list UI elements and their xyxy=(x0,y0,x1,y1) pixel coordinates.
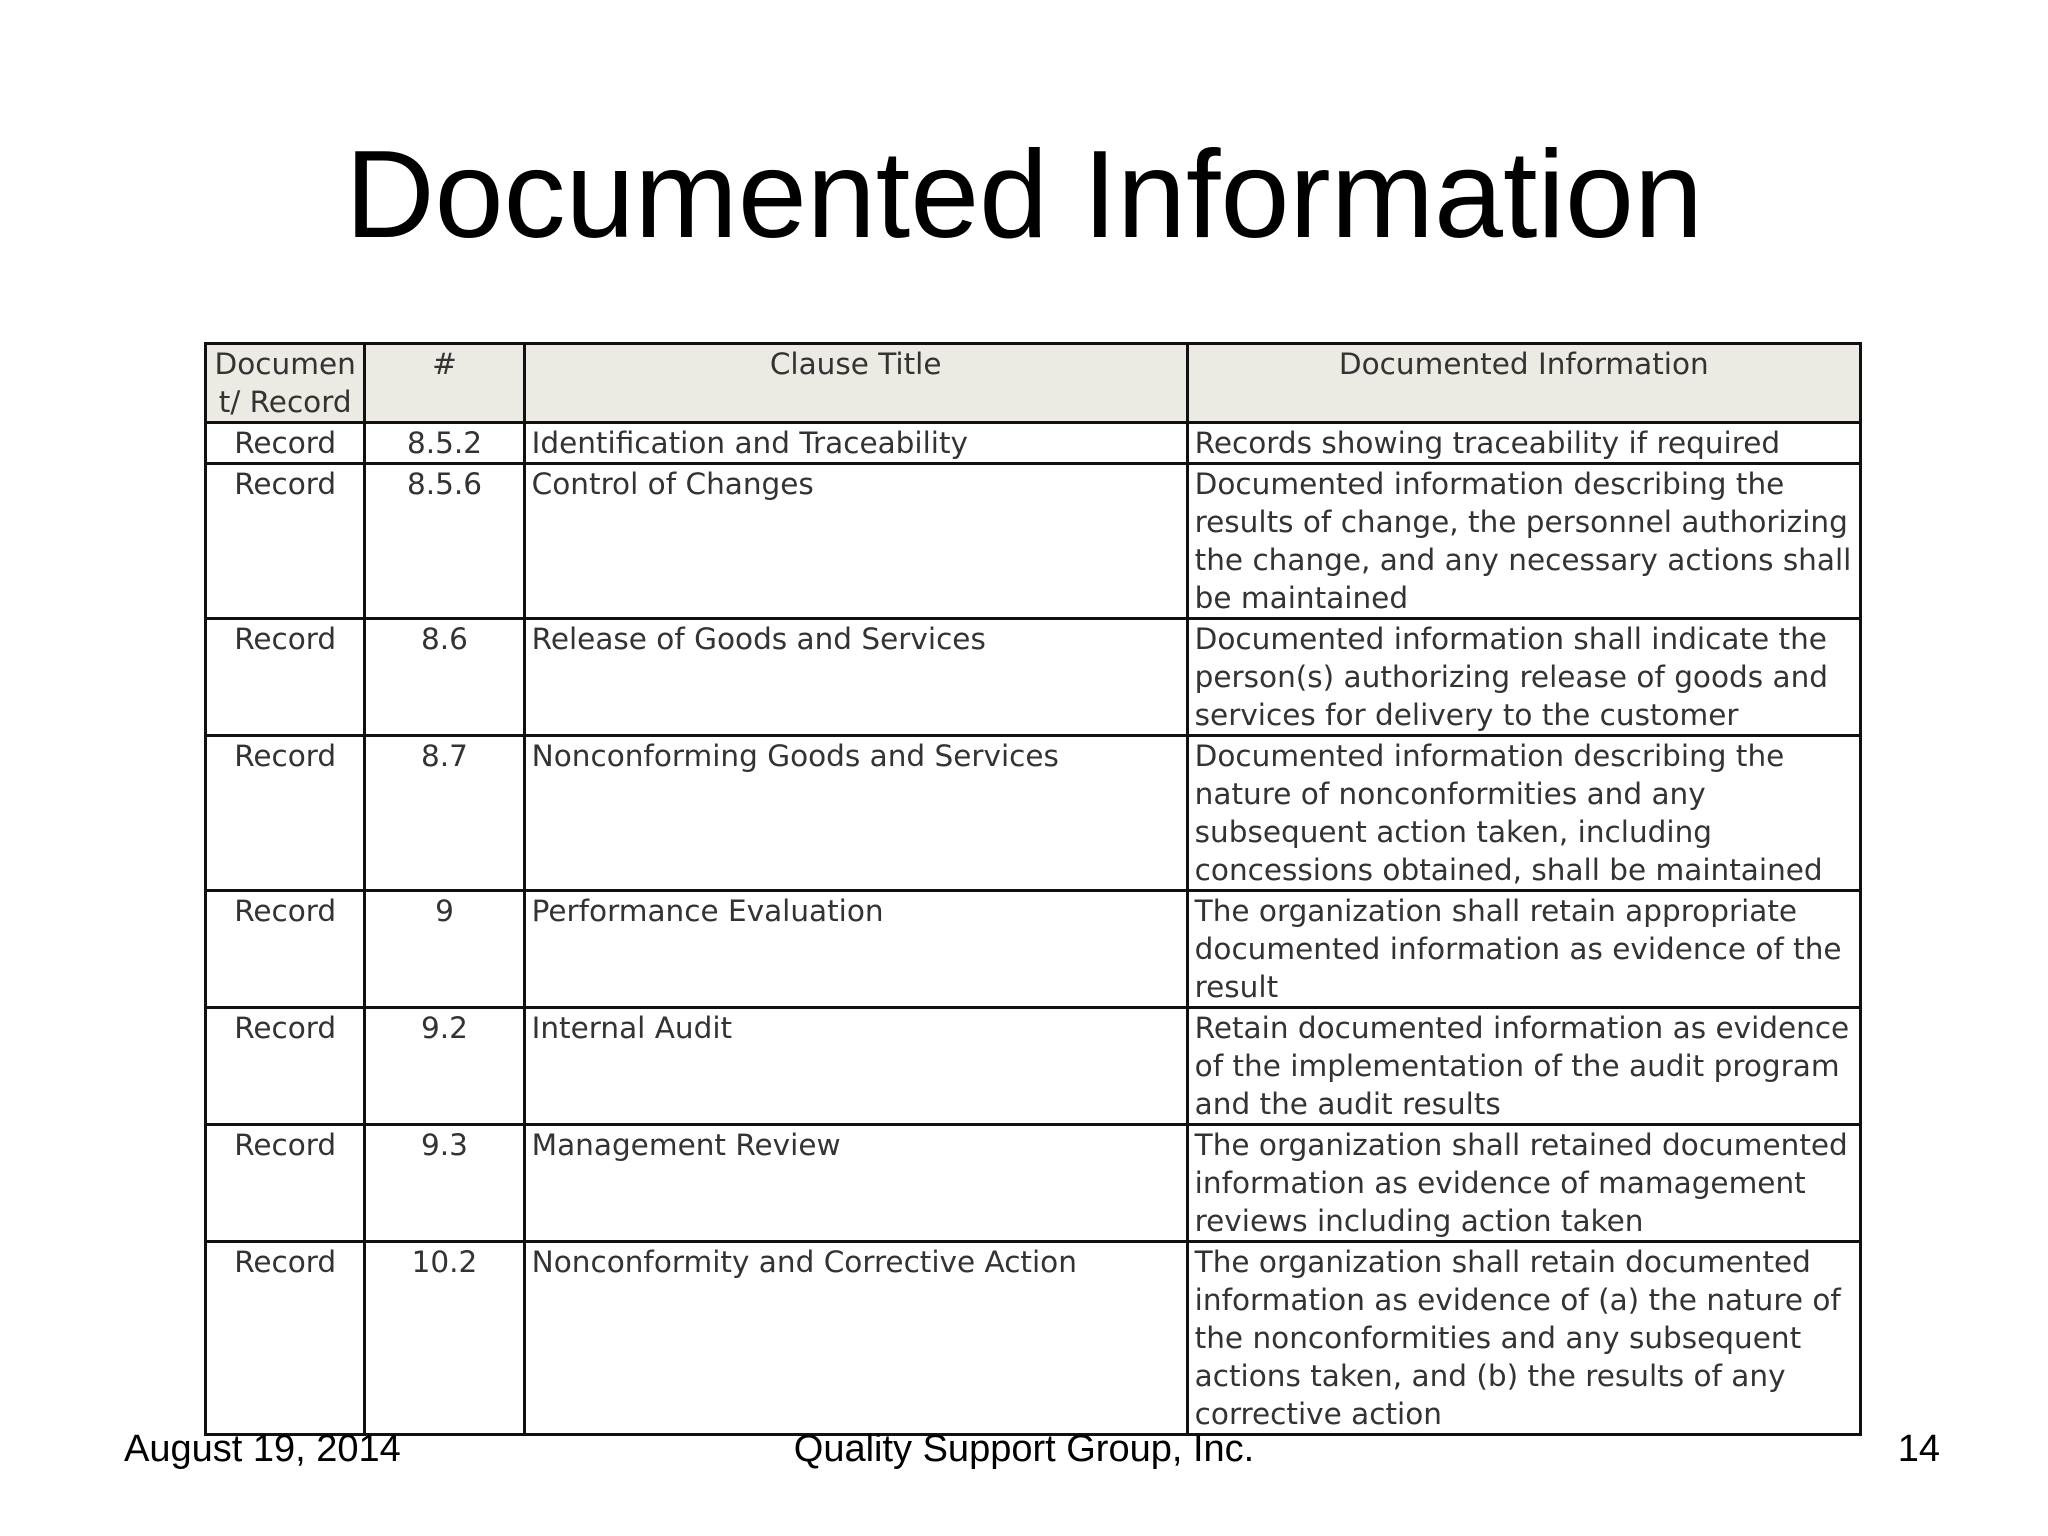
cell-info: Documented information shall indicate the person(s) authorizing release of goods and services for delivery to the customer xyxy=(1187,619,1860,736)
cell-clause-title: Management Review xyxy=(524,1125,1187,1242)
footer-company: Quality Support Group, Inc. xyxy=(793,1428,1255,1470)
cell-number: 8.5.6 xyxy=(365,464,524,619)
table-row xyxy=(206,1125,1861,1242)
cell-info: Records showing traceability if required xyxy=(1187,423,1860,464)
header-documented-information: Documented Information xyxy=(1187,344,1860,423)
cell-type: Record xyxy=(206,464,365,619)
table-row xyxy=(206,1242,1861,1435)
cell-info: Documented information describing the nature of nonconformities and any subsequent action taken, including concessions obtained, shall be maintained xyxy=(1187,736,1860,891)
cell-clause-title: Performance Evaluation xyxy=(524,891,1187,1008)
cell-info: The organization shall retain documented information as evidence of (a) the nature of the nonconformities and any subsequent actions taken, and (b) the results of any corrective action xyxy=(1187,1242,1860,1435)
table-header-row xyxy=(206,344,1861,423)
documented-information-table xyxy=(204,342,1862,1436)
cell-number: 8.6 xyxy=(365,619,524,736)
cell-number: 8.5.2 xyxy=(365,423,524,464)
cell-number: 8.7 xyxy=(365,736,524,891)
cell-number: 9.3 xyxy=(365,1125,524,1242)
header-clause-title: Clause Title xyxy=(524,344,1187,423)
header-number: # xyxy=(365,344,524,423)
cell-number: 9 xyxy=(365,891,524,1008)
cell-clause-title: Identification and Traceability xyxy=(524,423,1187,464)
table-row xyxy=(206,891,1861,1008)
table-row xyxy=(206,423,1861,464)
doc-table xyxy=(204,342,1862,1436)
cell-clause-title: Nonconforming Goods and Services xyxy=(524,736,1187,891)
cell-number: 10.2 xyxy=(365,1242,524,1435)
cell-type: Record xyxy=(206,1008,365,1125)
cell-type: Record xyxy=(206,619,365,736)
cell-clause-title: Release of Goods and Services xyxy=(524,619,1187,736)
cell-info: The organization shall retained documented information as evidence of mamagement reviews including action taken xyxy=(1187,1125,1860,1242)
cell-type: Record xyxy=(206,736,365,891)
cell-type: Record xyxy=(206,423,365,464)
cell-number: 9.2 xyxy=(365,1008,524,1125)
slide-title: Documented Information xyxy=(345,126,1703,264)
table-row xyxy=(206,1008,1861,1125)
cell-clause-title: Control of Changes xyxy=(524,464,1187,619)
cell-type: Record xyxy=(206,1242,365,1435)
cell-type: Record xyxy=(206,1125,365,1242)
page-number: 14 xyxy=(1897,1428,1940,1470)
cell-info: Documented information describing the results of change, the personnel authorizing the change, and any necessary actions shall be maintained xyxy=(1187,464,1860,619)
cell-info: The organization shall retain appropriate documented information as evidence of the result xyxy=(1187,891,1860,1008)
table-row xyxy=(206,619,1861,736)
cell-clause-title: Nonconformity and Corrective Action xyxy=(524,1242,1187,1435)
cell-info: Retain documented information as evidence of the implementation of the audit program and the audit results xyxy=(1187,1008,1860,1125)
cell-type: Record xyxy=(206,891,365,1008)
table-row xyxy=(206,736,1861,891)
footer-date: August 19, 2014 xyxy=(124,1428,401,1470)
table-row xyxy=(206,464,1861,619)
header-document-record: Document/ Record xyxy=(206,344,365,423)
cell-clause-title: Internal Audit xyxy=(524,1008,1187,1125)
